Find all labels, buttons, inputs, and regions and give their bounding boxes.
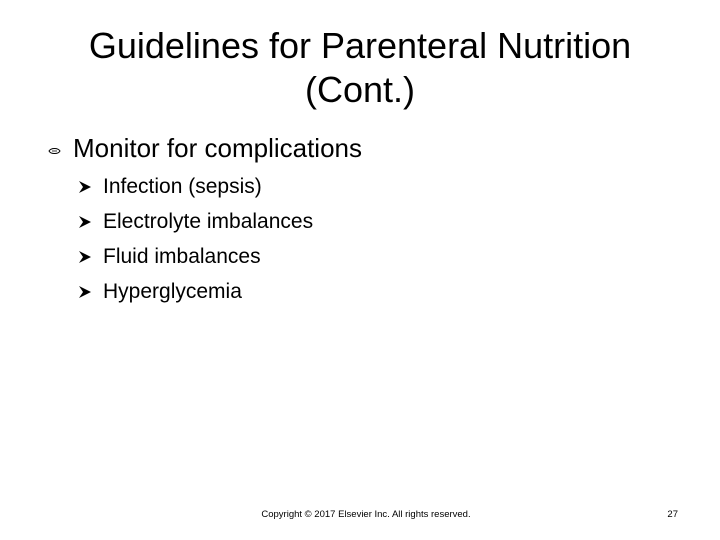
slide-title-line-2: (Cont.) [304,69,416,110]
copyright-footer: Copyright © 2017 Elsevier Inc. All rights reserved. [261,509,471,520]
main-bullet-text: Monitor for complications [73,133,362,163]
complications-list [78,169,313,309]
list-item-text: Electrolyte imbalances [103,209,314,233]
hollow-leaf-bullet-icon [48,147,61,155]
arrow-bullet-icon [78,180,92,194]
arrow-bullet-icon [78,215,92,229]
list-item-text: Hyperglycemia [103,279,242,303]
list-item-text: Infection (sepsis) [103,174,262,198]
list-item [78,204,313,239]
list-item [78,239,313,274]
arrow-bullet-icon [78,250,92,264]
list-item-text: Fluid imbalances [103,244,261,268]
page-number: 27 [667,509,678,520]
list-item [78,274,313,309]
slide-title-line-1: Guidelines for Parenteral Nutrition [88,25,632,66]
arrow-bullet-icon [78,285,92,299]
list-item [78,169,313,204]
slide-title [40,24,680,112]
